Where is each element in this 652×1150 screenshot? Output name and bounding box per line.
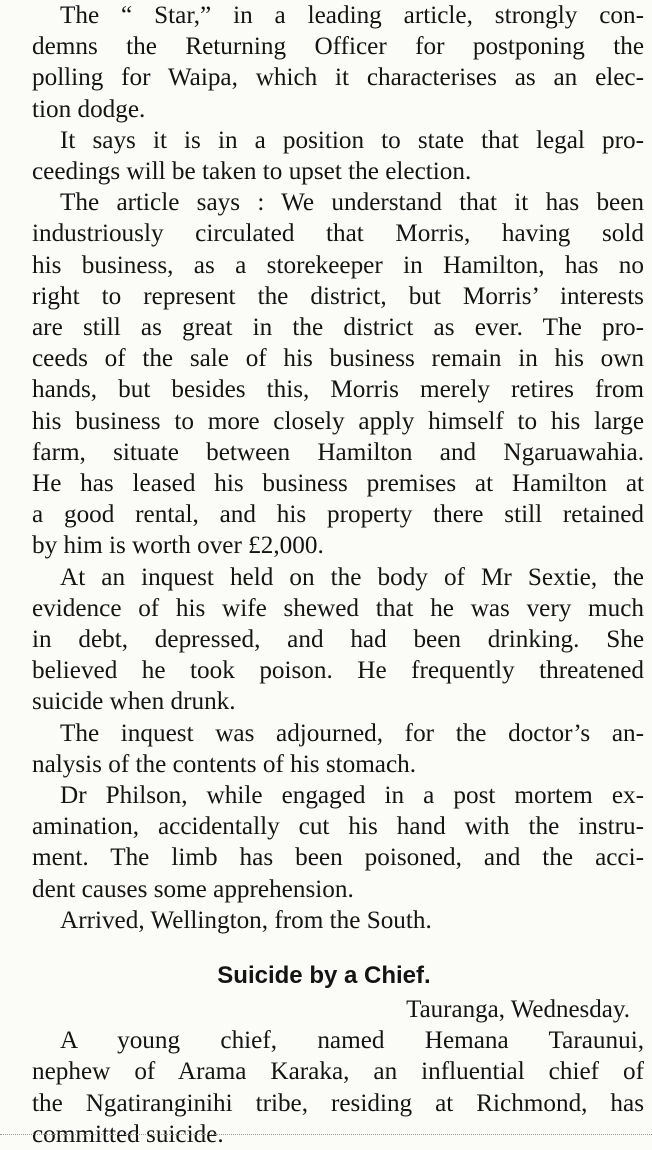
section-heading: Suicide by a Chief. bbox=[217, 962, 431, 990]
text-line: polling for Waipa, which it characterises as an elec- bbox=[32, 64, 644, 92]
text-line: tion dodge. bbox=[32, 95, 146, 123]
text-line: ment. The limb has been poisoned, and the acci- bbox=[32, 844, 644, 872]
newspaper-column bbox=[4, 0, 644, 1150]
text-line: the Ngatiranginihi tribe, residing at Richmond, has bbox=[32, 1089, 644, 1117]
text-line: nalysis of the contents of his stomach. bbox=[32, 750, 417, 778]
paragraph-star-article bbox=[4, 0, 644, 125]
paragraph-legal-proceedings bbox=[4, 125, 644, 187]
text-line: right to represent the district, but Morris’ interests bbox=[32, 282, 644, 310]
text-line: by him is worth over £2,000. bbox=[32, 532, 324, 560]
text-line: A young chief, named Hemana Taraunui, bbox=[60, 1027, 644, 1055]
paragraph-inquest-adjourned bbox=[4, 718, 644, 780]
paragraph-inquest-sextie bbox=[4, 562, 644, 718]
text-line: industriously circulated that Morris, having sold bbox=[32, 220, 644, 248]
text-line: The article says : We understand that it has been bbox=[60, 189, 644, 217]
text-line: It says it is in a position to state that legal pro- bbox=[60, 126, 644, 154]
text-line: The “ Star,” in a leading article, strongly con- bbox=[60, 2, 644, 29]
text-line: ceedings will be taken to upset the election. bbox=[32, 158, 472, 186]
text-line: suicide when drunk. bbox=[32, 688, 236, 716]
text-line: The inquest was adjourned, for the doctor’s an- bbox=[60, 719, 644, 747]
text-line: in debt, depressed, and had been drinking. She bbox=[32, 626, 644, 654]
paragraph-morris bbox=[4, 187, 644, 561]
text-line: committed suicide. bbox=[32, 1120, 224, 1148]
text-line: are still as great in the district as ever. The pro- bbox=[32, 314, 644, 342]
paragraph-arrived bbox=[4, 905, 644, 936]
text-line: his business, as a storekeeper in Hamilton, has no bbox=[32, 251, 644, 279]
text-line: amination, accidentally cut his hand with the instru- bbox=[32, 813, 644, 841]
paragraph-suicide-chief bbox=[4, 1025, 644, 1150]
text-line: Arrived, Wellington, from the South. bbox=[60, 906, 432, 934]
text-line: hands, but besides this, Morris merely retires from bbox=[32, 376, 644, 404]
text-line: evidence of his wife shewed that he was very much bbox=[32, 594, 644, 622]
text-line: believed he took poison. He frequently threatened bbox=[32, 657, 644, 685]
text-line: demns the Returning Officer for postponing the bbox=[32, 33, 644, 61]
dateline: Tauranga, Wednesday. bbox=[406, 996, 630, 1024]
text-line: a good rental, and his property there still retained bbox=[32, 501, 644, 529]
text-line: dent causes some apprehension. bbox=[32, 875, 354, 903]
text-line: Dr Philson, while engaged in a post mortem ex- bbox=[60, 782, 644, 810]
text-line: nephew of Arama Karaka, an influential chief of bbox=[32, 1058, 644, 1086]
text-line: ceeds of the sale of his business remain in his own bbox=[32, 345, 644, 373]
text-line: his business to more closely apply himself to his large bbox=[32, 407, 644, 435]
text-line: At an inquest held on the body of Mr Sextie, the bbox=[60, 563, 644, 591]
paragraph-dr-philson bbox=[4, 780, 644, 905]
text-line: farm, situate between Hamilton and Ngaruawahia. bbox=[32, 438, 644, 466]
page-bottom-edge bbox=[0, 1134, 652, 1139]
text-line: He has leased his business premises at Hamilton at bbox=[32, 470, 644, 498]
